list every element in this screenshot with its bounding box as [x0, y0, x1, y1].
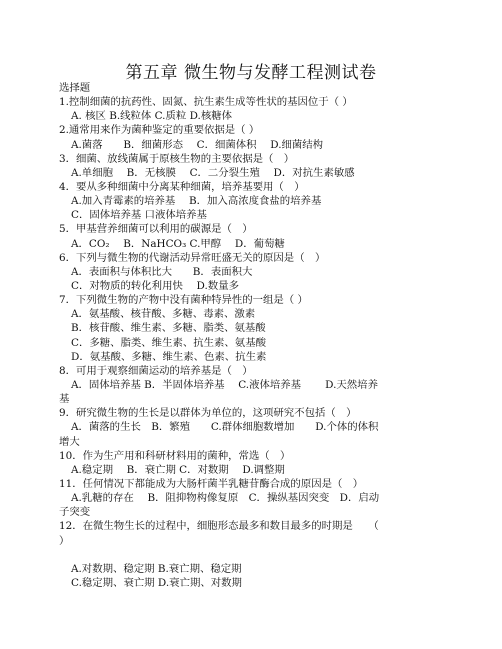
- question-list: [59, 81, 439, 590]
- question-line: 2.通常用来作为菌种鉴定的重要依据是（ ）: [59, 124, 260, 137]
- question-line: 12．在微生物生长的过程中，细胞形态最多和数目最多的时期是 （: [59, 520, 379, 533]
- question-line: 9．研究微生物的生长是以群体为单位的，这项研究不包括（ ）: [59, 407, 357, 420]
- option-line: B．核苷酸、维生素、多糖、脂类、氨基酸: [71, 322, 266, 335]
- option-line: C．固体培养基 口液体培养基: [71, 209, 207, 222]
- option-line: C．对物质的转化利用快 D.数量多: [71, 279, 239, 292]
- question-line: 7．下列微生物的产物中没有菌种特异性的一组是（ ）: [59, 294, 308, 307]
- option-line: A.加入青霉素的培养基 B．加入高浓度食盐的培养基: [71, 195, 322, 208]
- question-line: 基: [59, 393, 70, 406]
- option-line: A．固体培养基 B．半固体培养基 C.液体培养基 D.天然培养: [71, 378, 378, 391]
- question-line: 8．可用于观察细菌运动的培养基是（ ）: [59, 364, 253, 377]
- option-line: A.菌落 B．细菌形态 C．细菌体积 D.细菌结构: [71, 138, 324, 151]
- option-line: A.对数期、稳定期 B.衰亡期、稳定期: [71, 562, 242, 575]
- question-lines: [59, 95, 439, 590]
- question-line: 增大: [59, 435, 80, 448]
- option-line: A．氨基酸、核苷酸、多糖、毒素、激素: [71, 308, 256, 321]
- question-line: 11．任何情况下都能成为大肠杆菌半乳糖苷酶合成的原因是（ ）: [59, 477, 364, 490]
- question-line: 子突变: [59, 506, 91, 519]
- option-line: C．多糖、脂类、维生素、抗生素、氨基酸: [71, 336, 266, 349]
- page-title: 第五章 微生物与发酵工程测试卷: [125, 63, 377, 83]
- option-line: A．表面积与体积比大 B．表面积大: [71, 265, 253, 278]
- question-line: [59, 548, 439, 562]
- question-line: 6．下列与微生物的代谢活动异常旺盛无关的原因是（ ）: [59, 251, 326, 264]
- option-line: A. 核区 B.线粒体 C.质粒 D.核糖体: [71, 110, 233, 123]
- question-line: 10．作为生产用和科研材料用的菌种，常选（ ）: [59, 449, 291, 462]
- option-line: A.单细胞 B．无核膜 C．二分裂生殖 D．对抗生素敏感: [71, 166, 355, 179]
- question-line: 5．甲基营养细菌可以利用的碳源是（ ）: [59, 223, 253, 236]
- option-line: D．氨基酸、多糖、维生素、色素、抗生素: [71, 350, 267, 363]
- option-line: C.稳定期、衰亡期 D.衰亡期、对数期: [71, 576, 242, 589]
- question-line: 4．要从多种细菌中分离某种细菌，培养基要用（ ）: [59, 180, 305, 193]
- option-line: A．菌落的生长 B．繁殖 C.群体细胞数增加 D.个体的体积: [71, 421, 379, 434]
- question-line: 3．细菌、放线菌属于原核生物的主要依据是（ ）: [59, 152, 295, 165]
- option-line: A.乳糖的存在 B．阻抑物构像复原 C．操纵基因突变 D．启动: [71, 492, 380, 505]
- section-heading: 选择题: [59, 82, 91, 94]
- question-line: 1.控制细菌的抗药性、固氮、抗生素生成等性状的基因位于（ ）: [59, 96, 353, 109]
- question-line: ）: [59, 534, 70, 547]
- option-line: A．CO₂ B．NaHCO₃ C.甲醇 D．葡萄糖: [71, 237, 285, 250]
- option-line: A.稳定期 B．衰亡期 C．对数期 D.调整期: [71, 463, 285, 476]
